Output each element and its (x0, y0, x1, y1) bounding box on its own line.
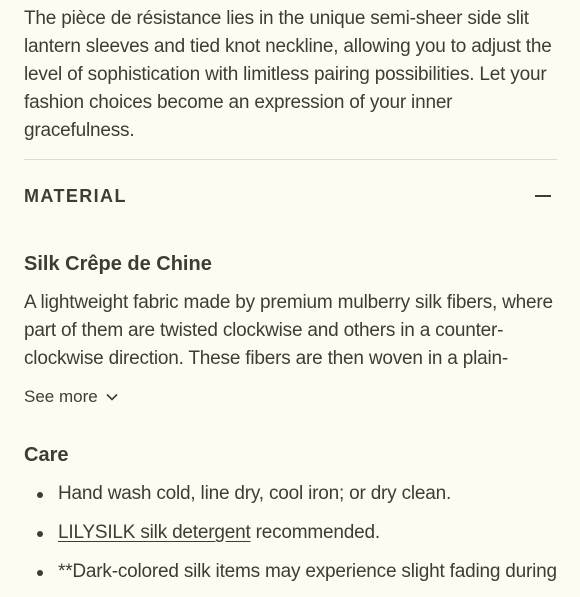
bullet-icon (37, 570, 43, 576)
silk-detergent-link[interactable]: LILYSILK silk detergent (58, 522, 251, 543)
care-item-text: recommended. (250, 522, 380, 543)
care-item-text: **Dark-colored silk items may experience slight fading during (58, 561, 557, 582)
bullet-icon (37, 531, 43, 537)
section-divider (24, 159, 557, 160)
fabric-description: A lightweight fabric made by premium mulberry silk fibers, where part of them are twisted clockwise and others in a counter-clockwise direction. These fibers are then woven in a plain- (24, 292, 553, 369)
material-section-header[interactable] (24, 176, 557, 216)
see-more-label: See more (24, 387, 98, 406)
material-section-title: MATERIAL (24, 185, 127, 206)
care-item-text: Hand wash cold, line dry, cool iron; or dry clean. (58, 483, 452, 504)
bullet-icon (37, 492, 43, 498)
care-list (24, 480, 557, 597)
care-item (24, 558, 557, 586)
care-item (24, 480, 557, 508)
care-item (24, 519, 557, 547)
care-title: Care (24, 444, 69, 466)
product-description: The pièce de résistance lies in the unique semi-sheer side slit lantern sleeves and tied knot neckline, allowing you to adjust the level of sophistication with limitless pairing possibilities. Let your fashion choices become an expression of your inner gracefulness. (24, 8, 552, 141)
product-details-panel (24, 0, 557, 580)
minus-icon[interactable] (535, 188, 551, 204)
fabric-title: Silk Crêpe de Chine (24, 253, 212, 275)
see-more-button[interactable] (24, 383, 118, 411)
chevron-down-icon (106, 391, 118, 403)
